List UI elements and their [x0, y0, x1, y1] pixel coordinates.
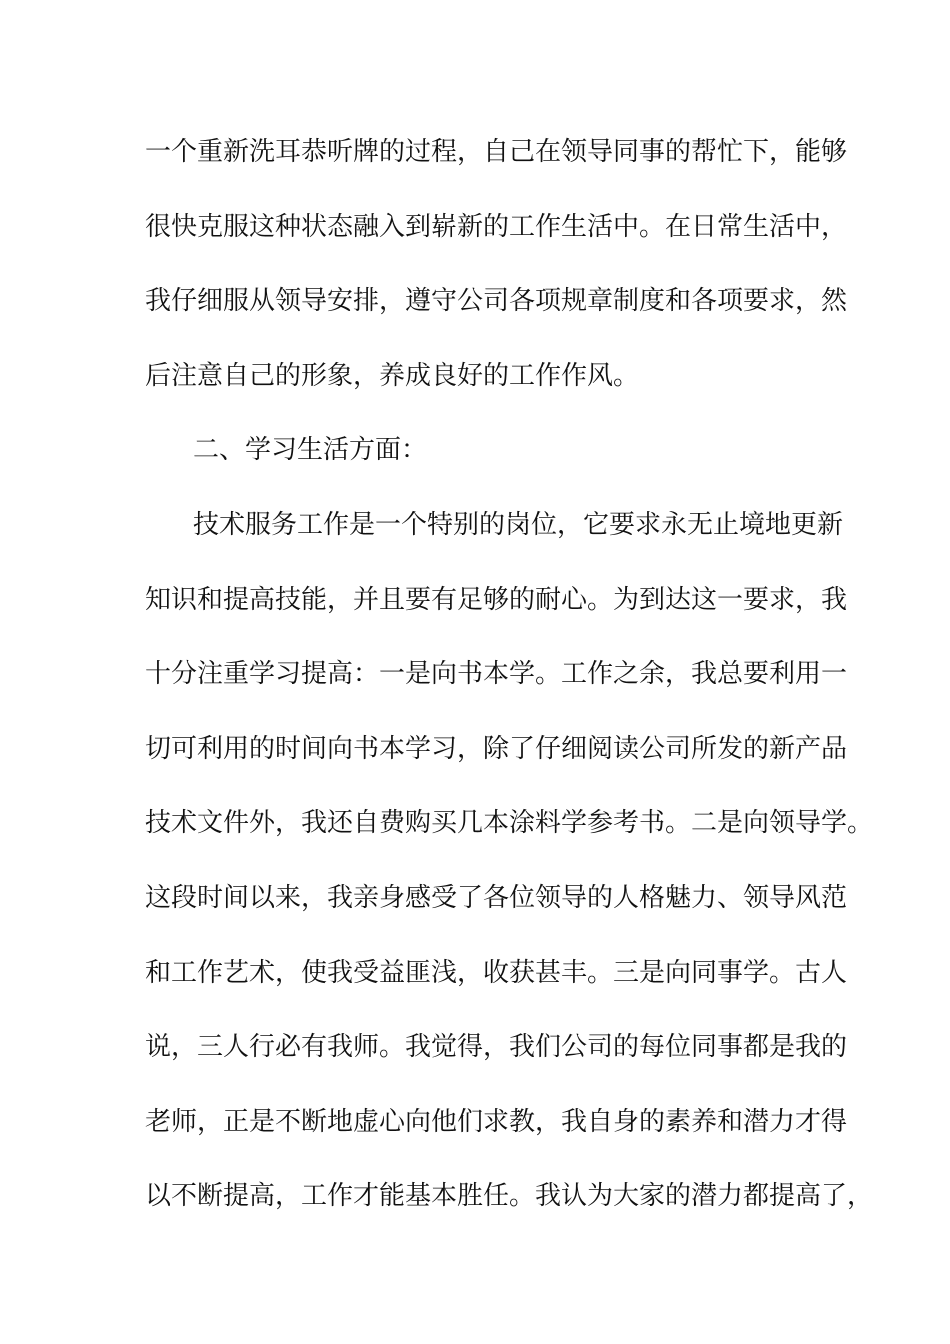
- text-line: 切可利用的时间向书本学习，除了仔细阅读公司所发的新产品: [145, 733, 848, 764]
- text-line: 老师，正是不断地虚心向他们求教，我自身的素养和潜力才得: [145, 1106, 848, 1137]
- text-line: 十分注重学习提高：一是向书本学。工作之余，我总要利用一: [145, 659, 848, 690]
- section-heading: 二、学习生活方面：: [193, 435, 428, 466]
- text-line: 技术文件外，我还自费购买几本涂料学参考书。二是向领导学。: [145, 808, 874, 839]
- paragraph-first-line: 技术服务工作是一个特别的岗位，它要求永无止境地更新: [193, 509, 844, 540]
- text-line: 知识和提高技能，并且要有足够的耐心。为到达这一要求，我: [145, 584, 848, 615]
- text-line: 后注意自己的形象，养成良好的工作作风。: [145, 360, 640, 391]
- text-line: 说，三人行必有我师。我觉得，我们公司的每位同事都是我的: [145, 1032, 848, 1063]
- text-line: 我仔细服从领导安排，遵守公司各项规章制度和各项要求，然: [145, 286, 848, 317]
- body-text: [145, 126, 874, 1245]
- text-line: 以不断提高，工作才能基本胜任。我认为大家的潜力都提高了，: [145, 1181, 874, 1212]
- text-line: 很快克服这种状态融入到崭新的工作生活中。在日常生活中，: [145, 211, 848, 242]
- text-line: 和工作艺术，使我受益匪浅，收获甚丰。三是向同事学。古人: [145, 957, 848, 988]
- text-line: 这段时间以来，我亲身感受了各位领导的人格魅力、领导风范: [145, 882, 848, 913]
- text-line: 一个重新洗耳恭听牌的过程，自己在领导同事的帮忙下，能够: [145, 137, 848, 167]
